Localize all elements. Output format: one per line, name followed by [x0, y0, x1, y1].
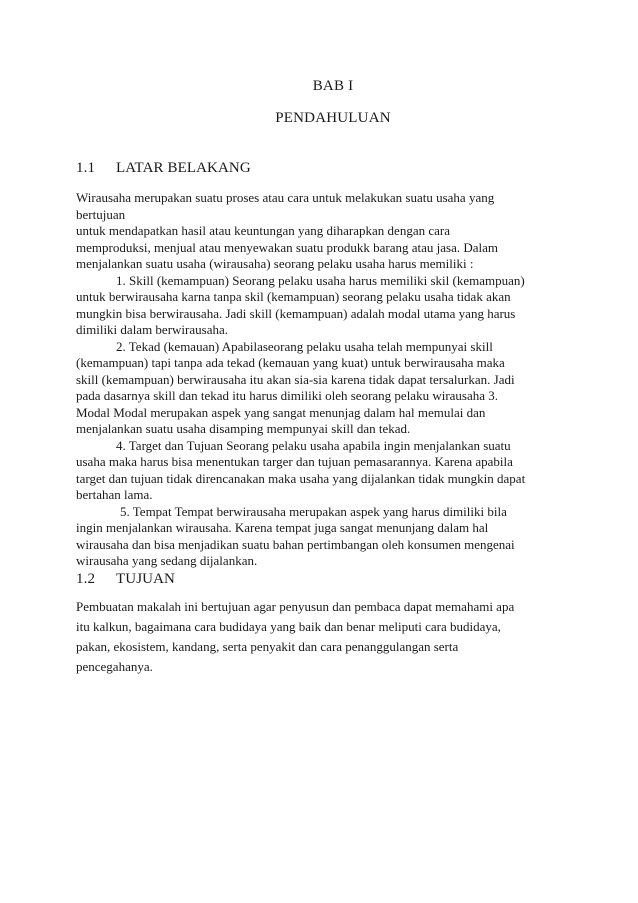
- text-line: pakan, ekosistem, kandang, serta penyakit dan cara penanggulangan serta: [76, 639, 459, 654]
- text-line: menjalankan suatu usaha (wirausaha) seorang pelaku usaha harus memiliki :: [76, 256, 474, 271]
- text-line: wirausaha dan bisa menjadikan suatu bahan pertimbangan oleh konsumen mengenai: [76, 536, 515, 552]
- list-item-target: 4. Target dan Tujuan Seorang pelaku usaha apabila ingin menjalankan suatu: [116, 437, 511, 453]
- text-line: ingin menjalankan wirausaha. Karena tempat juga sangat menunjang dalam hal: [76, 520, 489, 535]
- list-item-tekad: 2. Tekad (kemauan) Apabilaseorang pelaku usaha telah mempunyai skill: [116, 338, 493, 354]
- section-number: 1.2: [76, 571, 96, 587]
- text-line: usaha maka harus bisa menentukan targer dan tujuan pemasarannya. Karena apabila: [76, 454, 513, 469]
- list-item-skill: 1. Skill (kemampuan) Seorang pelaku usaha harus memiliki skil (kemampuan): [116, 272, 525, 288]
- text-line: wirausaha yang sedang dijalankan.: [76, 553, 258, 568]
- text-line: bertujuan: [76, 206, 126, 222]
- text-line: target dan tujuan tidak direncanakan maka usaha yang dijalankan tidak mungkin dapat: [76, 470, 526, 486]
- text-line: itu kalkun, bagaimana cara budidaya yang baik dan benar meliputi cara budidaya,: [76, 619, 501, 634]
- section-heading-tujuan: [76, 571, 175, 588]
- section-title: TUJUAN: [116, 571, 175, 587]
- list-item-tempat: 5. Tempat Tempat berwirausaha merupakan aspek yang harus dimiliki bila: [120, 503, 507, 519]
- latar-belakang-paragraph: [76, 190, 566, 570]
- tujuan-paragraph: [76, 597, 566, 677]
- text-line: Wirausaha merupakan suatu proses atau cara untuk melakukan suatu usaha yang: [76, 190, 495, 205]
- text-line: mungkin bisa berwirausaha. Jadi skill (kemampuan) adalah modal utama yang harus: [76, 305, 516, 321]
- text-line: memproduksi, menjual atau menyewakan suatu produkk barang atau jasa. Dalam: [76, 239, 499, 255]
- text-line: Modal Modal merupakan aspek yang sangat menunjag dalam hal memulai dan: [76, 404, 486, 420]
- chapter-number: BAB I: [312, 78, 354, 94]
- text-line: Pembuatan makalah ini bertujuan agar penyusun dan pembaca dapat memahami apa: [76, 599, 515, 614]
- text-line: dimiliki dalam berwirausaha.: [76, 322, 228, 337]
- text-line: (kemampuan) tapi tanpa ada tekad (kemauan yang kuat) untuk berwirausaha maka: [76, 355, 505, 370]
- text-line: bertahan lama.: [76, 487, 153, 502]
- text-line: menjalankan suatu usaha disamping mempunyai skill dan tekad.: [76, 421, 411, 436]
- text-line: untuk mendapatkan hasil atau keuntungan yang diharapkan dengan cara: [76, 223, 450, 238]
- text-line: pada dasarnya skill dan tekad itu harus dimiliki oleh seorang pelaku wirausaha 3.: [76, 388, 499, 403]
- text-line: skill (kemampuan) berwirausaha itu akan sia-sia karena tidak dapat tersalurkan. Jadi: [76, 371, 515, 387]
- text-line: untuk berwirausaha karna tanpa skil (kemampuan) seorang pelaku usaha tidak akan: [76, 289, 511, 304]
- section-heading-latar-belakang: [76, 160, 251, 177]
- section-title: LATAR BELAKANG: [116, 160, 251, 176]
- chapter-title: PENDAHULUAN: [275, 110, 391, 126]
- section-number: 1.1: [76, 160, 96, 176]
- text-line: pencegahanya.: [76, 659, 153, 674]
